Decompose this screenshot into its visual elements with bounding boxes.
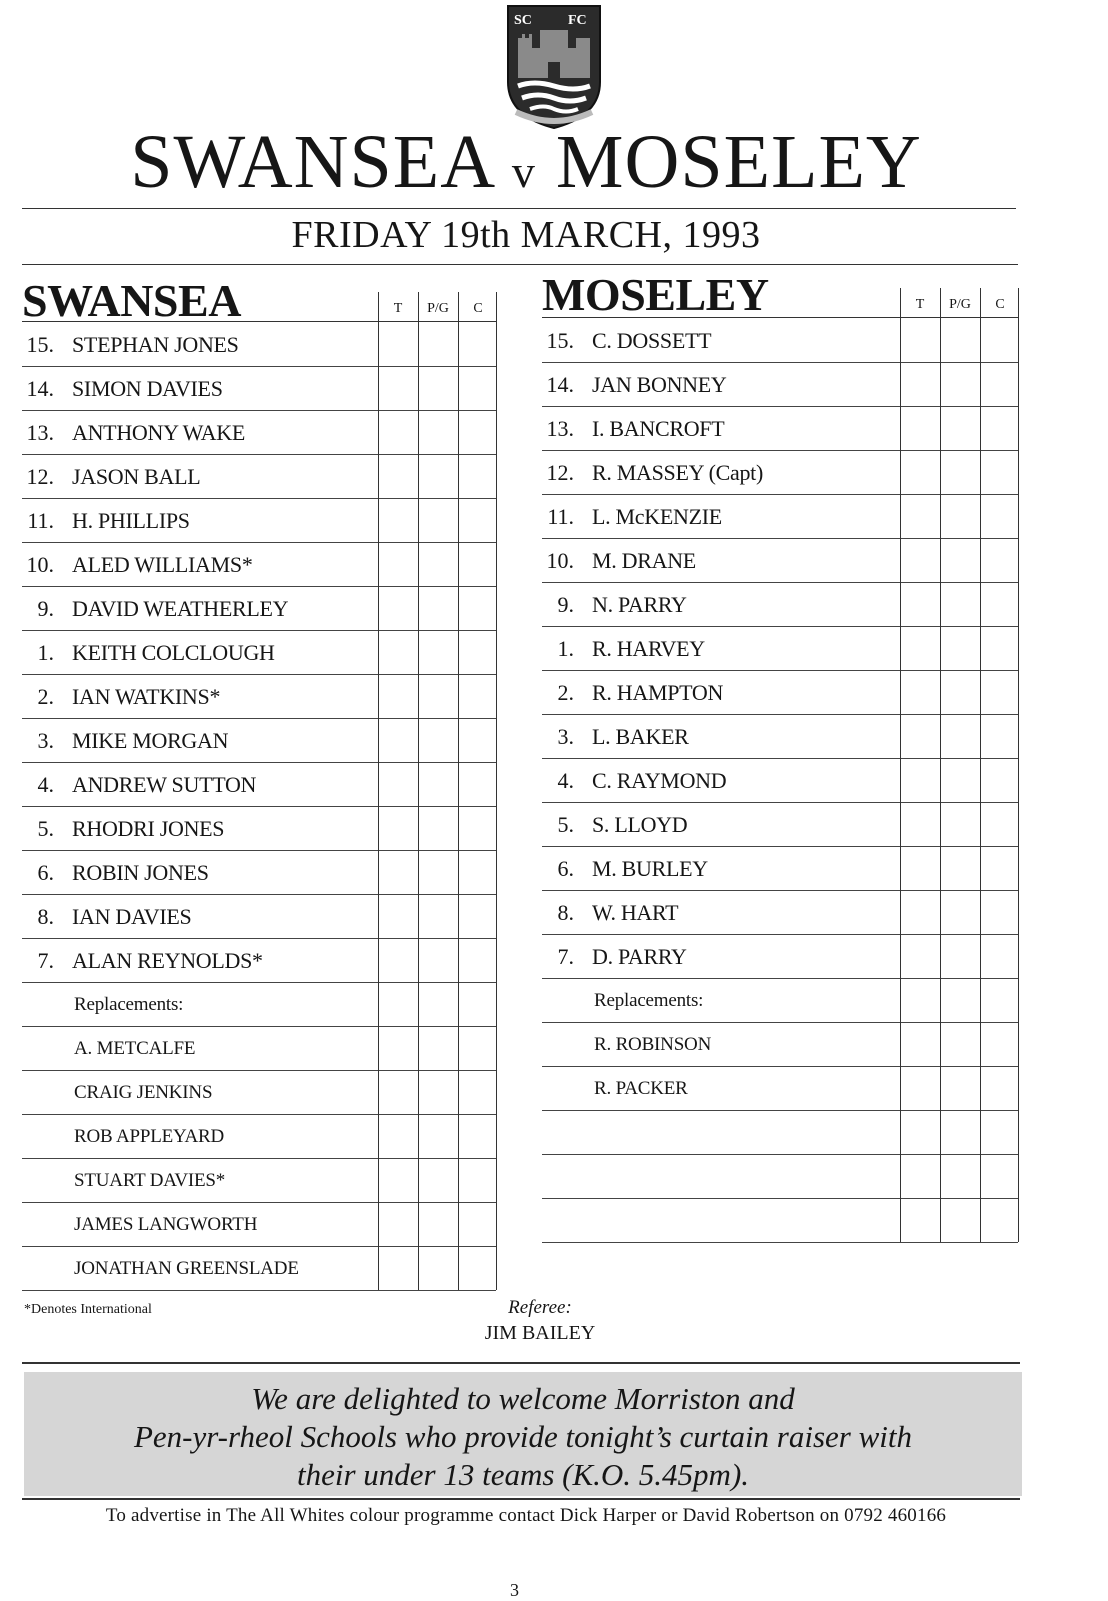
shirt-number: 13. xyxy=(26,420,54,445)
column-header-tries: T xyxy=(393,301,403,316)
player-row xyxy=(22,894,496,939)
shirt-number: 1. xyxy=(557,636,574,661)
match-title xyxy=(0,120,1052,204)
score-column-line xyxy=(980,288,981,1242)
player-name: L. McKENZIE xyxy=(592,504,722,529)
player-name: N. PARRY xyxy=(592,592,687,617)
replacement-row xyxy=(22,1114,496,1159)
player-name: D. PARRY xyxy=(592,944,687,969)
player-row xyxy=(542,450,1018,495)
score-column-line xyxy=(940,288,941,1242)
title-divider xyxy=(22,208,1016,209)
shirt-number: 9. xyxy=(557,592,574,617)
replacement-name: JAMES LANGWORTH xyxy=(74,1214,258,1235)
column-header-tries: T xyxy=(915,297,925,312)
shirt-number: 14. xyxy=(26,376,54,401)
column-header-conversions: C xyxy=(473,301,483,316)
player-name: W. HART xyxy=(592,900,679,925)
shirt-number: 6. xyxy=(37,860,54,885)
player-row xyxy=(542,670,1018,715)
player-name: JASON BALL xyxy=(72,464,201,489)
score-column-line xyxy=(458,292,459,1290)
moseley-team-sheet xyxy=(542,268,1018,1288)
score-column-line xyxy=(1018,288,1019,1242)
away-team-title: MOSELEY xyxy=(555,120,922,204)
player-name: R. HARVEY xyxy=(592,636,705,661)
replacement-row xyxy=(542,1198,1018,1243)
player-name: I. BANCROFT xyxy=(592,416,725,441)
shirt-number: 12. xyxy=(26,464,54,489)
date-divider xyxy=(22,264,1018,265)
shirt-number: 7. xyxy=(557,944,574,969)
player-row xyxy=(22,718,496,763)
advertising-contact: To advertise in The All Whites colour programme contact Dick Harper or David Robertson on 0792 460166 xyxy=(105,1505,947,1526)
replacement-row xyxy=(22,1158,496,1203)
crest-left-text: SC xyxy=(514,13,532,28)
shirt-number: 10. xyxy=(546,548,574,573)
player-name: M. BURLEY xyxy=(592,856,708,881)
player-row xyxy=(22,586,496,631)
score-column-line xyxy=(900,288,901,1242)
crest-right-text: FC xyxy=(568,13,587,28)
replacements-heading-row xyxy=(22,982,496,1027)
player-row xyxy=(542,846,1018,891)
player-name: L. BAKER xyxy=(592,724,689,749)
replacement-row xyxy=(542,1022,1018,1067)
shirt-number: 15. xyxy=(26,332,54,357)
score-column-line xyxy=(378,292,379,1290)
shirt-number: 8. xyxy=(37,904,54,929)
player-row xyxy=(542,626,1018,671)
player-row xyxy=(542,758,1018,803)
home-team-title: SWANSEA xyxy=(130,120,492,204)
player-row xyxy=(542,362,1018,407)
replacement-name: R. ROBINSON xyxy=(594,1034,712,1055)
player-row xyxy=(22,454,496,499)
replacements-label: Replacements: xyxy=(594,990,704,1011)
player-row xyxy=(22,322,496,367)
player-name: IAN WATKINS* xyxy=(72,684,221,709)
shirt-number: 5. xyxy=(557,812,574,837)
replacements-label: Replacements: xyxy=(74,994,184,1015)
player-name: R. HAMPTON xyxy=(592,680,724,705)
player-row xyxy=(542,582,1018,627)
replacement-name: A. METCALFE xyxy=(74,1038,196,1059)
player-row xyxy=(22,410,496,455)
player-row xyxy=(22,938,496,983)
player-row xyxy=(542,714,1018,759)
footer-rule xyxy=(22,1498,1020,1500)
banner-line: Pen-yr-rheol Schools who provide tonight’s curtain raiser with xyxy=(133,1419,913,1454)
replacement-row xyxy=(22,1202,496,1247)
shirt-number: 11. xyxy=(547,504,574,529)
banner-line: We are delighted to welcome Morriston and xyxy=(251,1381,795,1416)
shirt-number: 10. xyxy=(26,552,54,577)
player-row xyxy=(22,630,496,675)
shirt-number: 12. xyxy=(546,460,574,485)
match-date: FRIDAY 19th MARCH, 1993 xyxy=(291,214,761,256)
player-name: R. MASSEY (Capt) xyxy=(592,460,764,485)
player-row xyxy=(542,494,1018,539)
curtain-raiser-banner xyxy=(24,1372,1022,1496)
replacement-name: STUART DAVIES* xyxy=(74,1170,226,1191)
score-column-line xyxy=(496,292,497,1290)
player-row xyxy=(542,934,1018,979)
column-header-conversions: C xyxy=(995,297,1005,312)
player-row xyxy=(542,538,1018,583)
player-name: ANTHONY WAKE xyxy=(72,420,245,445)
replacement-row xyxy=(22,1070,496,1115)
player-row xyxy=(542,802,1018,847)
replacement-name: CRAIG JENKINS xyxy=(74,1082,213,1103)
player-name: STEPHAN JONES xyxy=(72,332,239,357)
replacements-heading-row xyxy=(542,978,1018,1023)
player-name: C. RAYMOND xyxy=(592,768,727,793)
player-name: MIKE MORGAN xyxy=(72,728,229,753)
replacement-row xyxy=(542,1110,1018,1155)
shirt-number: 15. xyxy=(546,328,574,353)
player-name: C. DOSSETT xyxy=(592,328,712,353)
shirt-number: 13. xyxy=(546,416,574,441)
replacement-row xyxy=(22,1246,496,1291)
shirt-number: 6. xyxy=(557,856,574,881)
replacement-name: JONATHAN GREENSLADE xyxy=(74,1258,299,1279)
shirt-number: 4. xyxy=(557,768,574,793)
player-name: ANDREW SUTTON xyxy=(72,772,257,797)
shirt-number: 14. xyxy=(546,372,574,397)
player-name: KEITH COLCLOUGH xyxy=(72,640,275,665)
shirt-number: 5. xyxy=(37,816,54,841)
club-crest-logo xyxy=(504,4,604,130)
referee-label: Referee: xyxy=(508,1297,572,1318)
shirt-number: 8. xyxy=(557,900,574,925)
shirt-number: 2. xyxy=(37,684,54,709)
referee-name: JIM BAILEY xyxy=(484,1322,596,1344)
player-name: S. LLOYD xyxy=(592,812,688,837)
shirt-number: 9. xyxy=(37,596,54,621)
player-row xyxy=(22,366,496,411)
replacement-row xyxy=(542,1066,1018,1111)
replacement-name: ROB APPLEYARD xyxy=(74,1126,224,1147)
player-name: SIMON DAVIES xyxy=(72,376,223,401)
player-row xyxy=(22,762,496,807)
player-name: H. PHILLIPS xyxy=(72,508,190,533)
swansea-heading: SWANSEA xyxy=(22,275,241,326)
player-name: ROBIN JONES xyxy=(72,860,209,885)
team-header-underline xyxy=(542,317,1018,318)
shirt-number: 11. xyxy=(27,508,54,533)
replacement-name: R. PACKER xyxy=(594,1078,688,1099)
versus-label: v xyxy=(511,146,536,197)
shirt-number: 2. xyxy=(557,680,574,705)
shirt-number: 1. xyxy=(37,640,54,665)
moseley-heading: MOSELEY xyxy=(542,269,769,320)
page-number: 3 xyxy=(510,1580,519,1600)
player-row xyxy=(22,498,496,543)
player-row xyxy=(22,674,496,719)
player-name: JAN BONNEY xyxy=(592,372,727,397)
score-column-line xyxy=(418,292,419,1290)
shirt-number: 7. xyxy=(37,948,54,973)
player-name: ALAN REYNOLDS* xyxy=(72,948,263,973)
player-row xyxy=(542,890,1018,935)
swansea-team-sheet xyxy=(22,268,496,1288)
banner-line: their under 13 teams (K.O. 5.45pm). xyxy=(296,1457,750,1492)
player-row xyxy=(22,806,496,851)
player-name: ALED WILLIAMS* xyxy=(72,552,253,577)
column-header-penalty-goals: P/G xyxy=(949,297,971,312)
player-row xyxy=(22,542,496,587)
player-name: RHODRI JONES xyxy=(72,816,225,841)
banner-top-rule xyxy=(22,1362,1020,1364)
replacement-row xyxy=(22,1026,496,1071)
replacement-row xyxy=(542,1154,1018,1199)
column-header-penalty-goals: P/G xyxy=(427,301,449,316)
shirt-number: 3. xyxy=(37,728,54,753)
team-header-underline xyxy=(22,321,496,322)
player-name: IAN DAVIES xyxy=(72,904,192,929)
shirt-number: 3. xyxy=(557,724,574,749)
shirt-number: 4. xyxy=(37,772,54,797)
international-note: *Denotes International xyxy=(24,1302,152,1317)
player-name: DAVID WEATHERLEY xyxy=(72,596,289,621)
banner-message xyxy=(24,1380,1022,1494)
player-row xyxy=(22,850,496,895)
player-row xyxy=(542,318,1018,363)
player-name: M. DRANE xyxy=(592,548,696,573)
player-row xyxy=(542,406,1018,451)
